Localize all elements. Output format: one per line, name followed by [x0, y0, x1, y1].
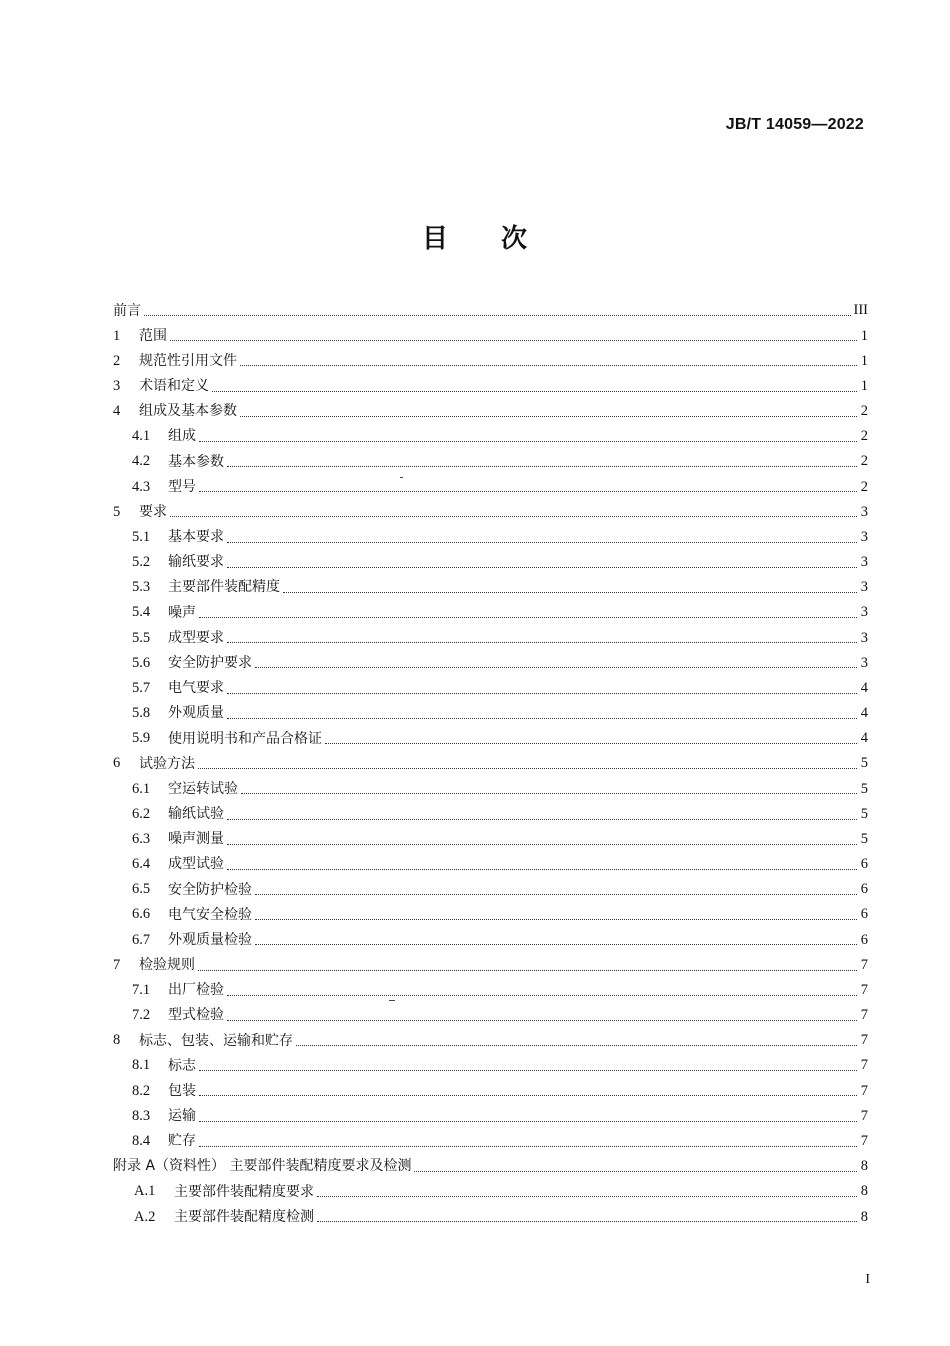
scan-speck [389, 1000, 395, 1001]
toc-leader-dots [144, 315, 851, 316]
toc-entry-title: 外观质量检验 [168, 931, 252, 948]
toc-leader-dots [227, 542, 857, 543]
toc-entry-page: 5 [860, 830, 868, 847]
toc-entry-title: 电气安全检验 [168, 906, 252, 923]
toc-entry-title: 输纸要求 [168, 554, 224, 571]
toc-entry[interactable] [113, 525, 868, 550]
toc-entry[interactable] [113, 776, 868, 801]
toc-entry-number: 7.1 [132, 981, 151, 998]
toc-entry-title: 范围 [139, 327, 167, 344]
scan-speck [400, 477, 403, 478]
toc-leader-dots [212, 391, 857, 392]
toc-leader-dots [414, 1171, 857, 1172]
toc-entry[interactable] [113, 1003, 868, 1028]
toc-leader-dots [317, 1221, 857, 1222]
toc-entry-number: 6.6 [132, 906, 151, 923]
toc-entry-number: 4.2 [132, 453, 151, 470]
toc-entry-number: 6.3 [132, 830, 151, 847]
toc-entry-page: 7 [860, 1107, 868, 1124]
toc-leader-dots [227, 819, 857, 820]
toc-entry-number: 3 [113, 377, 121, 394]
toc-leader-dots [170, 516, 857, 517]
toc-entry[interactable] [113, 374, 868, 399]
toc-entry-page: 4 [860, 679, 868, 696]
toc-entry[interactable] [113, 902, 868, 927]
toc-entry-title: 外观质量 [168, 705, 224, 722]
toc-entry-title: 噪声 [168, 604, 196, 621]
toc-entry-page: 3 [860, 503, 868, 520]
toc-entry-title: 主要部件装配精度要求 [174, 1183, 314, 1200]
toc-entry[interactable] [113, 575, 868, 600]
toc-entry[interactable] [113, 399, 868, 424]
toc-entry[interactable] [113, 424, 868, 449]
toc-entry[interactable] [113, 1053, 868, 1078]
toc-entry-page: 6 [860, 881, 868, 898]
toc-entry-number: 5 [113, 503, 121, 520]
toc-entry[interactable] [113, 877, 868, 902]
toc-entry[interactable] [113, 600, 868, 625]
toc-entry-title: 基本参数 [168, 453, 224, 470]
toc-entry[interactable] [113, 449, 868, 474]
toc-entry-title: 组成 [168, 428, 196, 445]
toc-entry-page: 7 [860, 956, 868, 973]
toc-entry-title: 要求 [139, 503, 167, 520]
toc-entry-number: A.2 [134, 1208, 156, 1225]
toc-entry-number: 5.8 [132, 705, 151, 722]
toc-entry-number: 8.4 [132, 1133, 151, 1149]
toc-entry-title: 型式检验 [168, 1007, 224, 1024]
toc-entry[interactable] [113, 1179, 868, 1204]
toc-entry-title: 电气要求 [168, 680, 224, 697]
toc-entry-page: 8 [860, 1158, 868, 1175]
toc-entry-number: 4.3 [132, 478, 151, 495]
toc-entry-title: 组成及基本参数 [139, 403, 237, 420]
toc-leader-dots [255, 667, 857, 668]
toc-leader-dots [240, 365, 857, 366]
toc-entry-title: 成型试验 [168, 856, 224, 873]
toc-entry-title: 噪声测量 [168, 831, 224, 848]
toc-entry-number: 5.1 [132, 528, 151, 545]
toc-entry-number: 6.2 [132, 805, 151, 822]
toc-entry[interactable] [113, 298, 868, 323]
toc-entry-number: 5.5 [132, 629, 151, 646]
toc-leader-dots [227, 693, 857, 694]
toc-entry[interactable] [113, 474, 868, 499]
toc-entry[interactable] [113, 1204, 868, 1229]
toc-entry[interactable] [113, 978, 868, 1003]
toc-entry-title: 检验规则 [139, 957, 195, 974]
toc-entry-page: 3 [860, 654, 868, 671]
toc-entry[interactable] [113, 499, 868, 524]
toc-entry-page: 2 [860, 428, 868, 445]
toc-entry-number: 5.6 [132, 654, 151, 671]
toc-entry-title: 包装 [168, 1082, 196, 1099]
toc-entry[interactable] [113, 1129, 868, 1154]
title-char-2: 次 [501, 224, 529, 254]
toc-entry-page: 5 [860, 755, 868, 772]
toc-entry-title: 主要部件装配精度 [168, 579, 280, 596]
toc-entry-number: 2 [113, 352, 121, 369]
toc-entry-number: 6.4 [132, 856, 151, 873]
toc-entry-title: 规范性引用文件 [139, 352, 237, 369]
toc-entry-page: 3 [860, 528, 868, 545]
toc-leader-dots [255, 894, 857, 895]
toc-entry-page: 7 [860, 1032, 868, 1049]
toc-entry-page: 5 [860, 805, 868, 822]
toc-entry[interactable] [113, 625, 868, 650]
toc-entry-title: 安全防护要求 [168, 654, 252, 671]
toc-entry-title: 贮存 [168, 1133, 196, 1150]
toc-entry[interactable] [113, 852, 868, 877]
standard-code: JB/T 14059—2022 [725, 116, 864, 133]
toc-leader-dots [199, 1146, 857, 1147]
toc-entry[interactable] [113, 952, 868, 977]
toc-entry-title: 运输 [168, 1108, 196, 1125]
toc-entry[interactable] [113, 1078, 868, 1103]
toc-entry-page: 3 [860, 579, 868, 596]
toc-entry[interactable] [113, 701, 868, 726]
toc-entry-number: 6.7 [132, 931, 151, 948]
toc-entry-page: 3 [860, 554, 868, 571]
toc-entry-number: 5.9 [132, 730, 151, 747]
toc-leader-dots [199, 441, 857, 442]
toc-leader-dots [227, 1020, 857, 1021]
toc-entry-number: 6.5 [132, 881, 151, 898]
toc-leader-dots [241, 793, 857, 794]
toc-entry-number: 4 [113, 403, 121, 420]
toc-leader-dots [199, 1095, 857, 1096]
toc-entry-page: 7 [860, 1133, 868, 1149]
toc-entry[interactable] [113, 726, 868, 751]
toc-leader-dots [170, 340, 857, 341]
toc-entry-number: 7.2 [132, 1007, 151, 1024]
toc-entry-title: 主要部件装配精度检测 [174, 1208, 314, 1225]
toc-entry-number: 1 [113, 327, 121, 344]
toc-entry-page: 6 [860, 906, 868, 923]
toc-entry-title: 试验方法 [139, 755, 195, 772]
toc-entry-title: 标志 [168, 1057, 196, 1074]
toc-entry-page: 2 [860, 403, 868, 420]
toc-entry-title: 术语和定义 [139, 378, 209, 395]
toc-leader-dots [283, 592, 857, 593]
page-number: I [865, 1272, 870, 1287]
toc-entry-page: III [853, 302, 868, 319]
toc-entry-title: 安全防护检验 [168, 881, 252, 898]
toc-entry-number: 8 [113, 1032, 121, 1049]
toc-leader-dots [199, 617, 857, 618]
toc-leader-dots [296, 1045, 857, 1046]
toc-entry-number: 6 [113, 755, 121, 772]
toc-entry-page: 1 [860, 352, 868, 369]
toc-leader-dots [227, 642, 857, 643]
toc-entry-page: 2 [860, 453, 868, 470]
toc-entry[interactable] [113, 801, 868, 826]
toc-entry-page: 6 [860, 856, 868, 873]
title-char-1: 目 [421, 224, 449, 254]
toc-leader-dots [199, 1121, 857, 1122]
toc-leader-dots [255, 944, 857, 945]
toc-entry-title: 附录 A（资料性） 主要部件装配精度要求及检测 [113, 1158, 412, 1175]
toc-entry-page: 3 [860, 604, 868, 621]
toc-entry-page: 2 [860, 478, 868, 495]
toc-entry-number: 7 [113, 956, 121, 973]
toc-entry-title: 出厂检验 [168, 982, 224, 999]
toc-entry-page: 5 [860, 780, 868, 797]
toc-entry-number: 5.7 [132, 679, 151, 696]
toc-leader-dots [227, 567, 857, 568]
toc-entry-title: 输纸试验 [168, 806, 224, 823]
toc-leader-dots [227, 995, 857, 996]
toc-entry-number: 8.3 [132, 1107, 151, 1124]
toc-entry-number: 6.1 [132, 780, 151, 797]
toc-entry[interactable] [113, 676, 868, 701]
toc-entry[interactable] [113, 927, 868, 952]
toc-entry-number: A.1 [134, 1183, 156, 1200]
toc-leader-dots [199, 491, 857, 492]
toc-leader-dots [255, 919, 857, 920]
toc-entry-number: 8.2 [132, 1082, 151, 1099]
toc-leader-dots [227, 466, 857, 467]
toc-entry-title: 空运转试验 [168, 780, 238, 797]
toc-leader-dots [199, 1070, 857, 1071]
toc-leader-dots [240, 416, 857, 417]
toc-entry-page: 1 [860, 377, 868, 394]
toc-entry-page: 7 [860, 1082, 868, 1099]
toc-leader-dots [227, 718, 857, 719]
toc-entry-page: 6 [860, 931, 868, 948]
toc-entry-page: 7 [860, 1007, 868, 1024]
toc-entry-page: 4 [860, 705, 868, 722]
toc-entry-page: 7 [860, 1057, 868, 1074]
toc-leader-dots [198, 970, 857, 971]
toc-entry-title: 基本要求 [168, 529, 224, 546]
toc-entry-page: 1 [860, 327, 868, 344]
toc-entry-number: 5.3 [132, 579, 151, 596]
toc-entry-title: 标志、包装、运输和贮存 [139, 1032, 293, 1049]
page-title [0, 218, 950, 255]
toc-entry[interactable] [113, 348, 868, 373]
toc-leader-dots [227, 869, 857, 870]
toc-entry-page: 7 [860, 981, 868, 998]
toc-entry-number: 4.1 [132, 428, 151, 445]
table-of-contents [113, 298, 868, 1229]
toc-entry-number: 8.1 [132, 1057, 151, 1074]
toc-entry[interactable] [113, 550, 868, 575]
toc-entry[interactable] [113, 1154, 868, 1179]
toc-entry[interactable] [113, 751, 868, 776]
toc-entry-title: 型号 [168, 478, 196, 495]
toc-entry[interactable] [113, 827, 868, 852]
toc-entry-page: 8 [860, 1208, 868, 1225]
toc-leader-dots [325, 743, 857, 744]
toc-leader-dots [317, 1196, 857, 1197]
toc-entry-page: 3 [860, 629, 868, 646]
toc-entry-page: 4 [860, 730, 868, 747]
toc-entry-title: 前言 [113, 302, 141, 319]
toc-entry-number: 5.4 [132, 604, 151, 621]
toc-leader-dots [198, 768, 857, 769]
toc-entry-page: 8 [860, 1183, 868, 1200]
toc-entry[interactable] [113, 1104, 868, 1129]
toc-entry[interactable] [113, 323, 868, 348]
toc-leader-dots [227, 844, 857, 845]
toc-entry[interactable] [113, 650, 868, 675]
toc-entry-title: 使用说明书和产品合格证 [168, 730, 322, 747]
toc-entry[interactable] [113, 1028, 868, 1053]
toc-entry-number: 5.2 [132, 554, 151, 571]
toc-entry-title: 成型要求 [168, 629, 224, 646]
